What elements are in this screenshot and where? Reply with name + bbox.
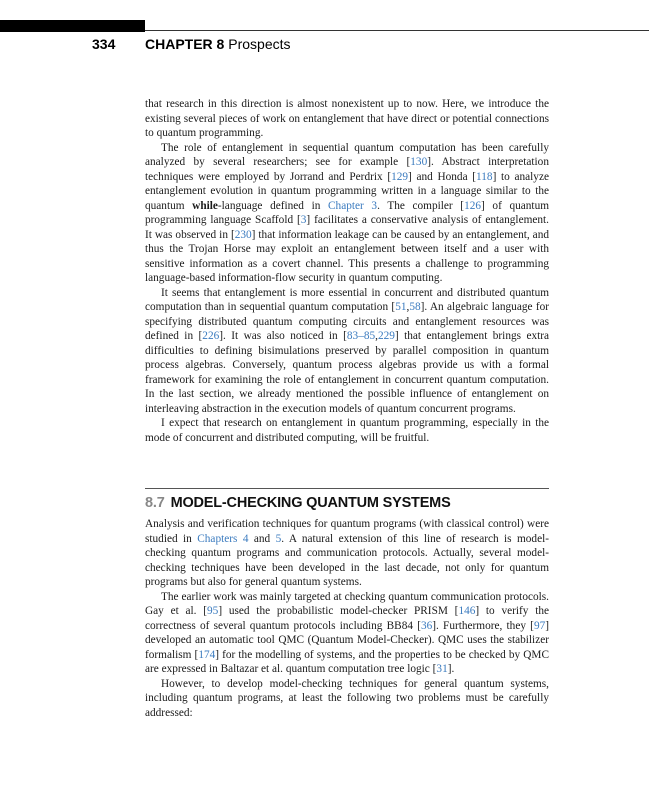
- citation-link[interactable]: 51: [395, 301, 407, 313]
- paragraph-concurrent-entanglement: It seems that entanglement is more essential in concurrent and distributed quantum computation than in sequential quantum computation [51,58]. An algebraic language for specifying distributed quantum computing circuits and entanglement resources was defined in [226]. It was also noticed in [83–85,229] that entanglement brings extra difficulties to defining bisimulations preserved by parallel composition in quantum process algebras. Conversely, quantum process algebras provide us with a formal framework for examining the role of entanglement in concurrent quantum computation. In the last section, we already mentioned the possible influence of entanglement on interleaving abstraction in the execution models of quantum concurrent programs.: [145, 286, 550, 415]
- section-title: MODEL-CHECKING QUANTUM SYSTEMS: [170, 495, 451, 511]
- citation-link[interactable]: 230: [234, 228, 252, 241]
- citation-link[interactable]: 174: [198, 648, 216, 661]
- citation-link[interactable]: 130: [410, 156, 428, 168]
- section-rule: [145, 488, 549, 489]
- body-text-section: [145, 517, 549, 720]
- paragraph-earlier-work: The earlier work was mainly targeted at checking quantum communication protocols. Gay et al. [95] used the probabilistic model-checker PRISM [146] to verify the correctness of several quantum protocols including BB84 [36]. Furthermore, they [97] developed an automatic tool QMC (Quantum Model-Checker). QMC uses the stabilizer formalism [174] for the modelling of systems, and the properties to be checked by QMC are expressed in Baltazar et al. quantum computation tree logic [31].: [145, 590, 550, 675]
- citation-link[interactable]: 146: [458, 605, 476, 617]
- header-black-bar: [0, 20, 145, 32]
- paragraph-two-problems: However, to develop model-checking techniques for general quantum systems, including quantum programs, at least the following two problems must be carefully addressed:: [145, 677, 549, 719]
- citation-link[interactable]: 36: [420, 619, 433, 632]
- header-rule: [145, 30, 649, 31]
- citation-link[interactable]: 229: [377, 330, 395, 342]
- running-header: [0, 36, 649, 54]
- while-keyword: while: [192, 199, 218, 212]
- chapter-label: CHAPTER 8: [145, 36, 225, 52]
- chapter-title: Prospects: [228, 36, 291, 52]
- section-number: 8.7: [145, 495, 165, 511]
- citation-link[interactable]: 58: [409, 301, 421, 313]
- citation-link[interactable]: 97: [533, 619, 546, 632]
- body-text-before-section: [145, 97, 549, 445]
- citation-link[interactable]: 118: [476, 170, 493, 183]
- chapter-link[interactable]: Chapters 4: [197, 532, 249, 545]
- paragraph-section-intro: Analysis and verification techniques for quantum programs (with classical control) were studied in Chapters 4 and 5. A natural extension of this line of research is model-checking quantum programs and communication protocols. Actually, several model-checking techniques have been developed in the last decade, not only for quantum programs but also for general quantum systems.: [145, 518, 549, 588]
- chapter-link[interactable]: 5: [275, 532, 282, 545]
- paragraph-expectation: I expect that research on entanglement in quantum programming, especially in the mode of concurrent and distributed computing, will be fruitful.: [145, 417, 549, 444]
- citation-link[interactable]: 95: [207, 605, 219, 617]
- citation-link[interactable]: 226: [202, 330, 220, 342]
- paragraph-continuation: that research in this direction is almost nonexistent up to now. Here, we introduce the existing several pieces of work on entanglement that have direct or potential connections to quantum programming.: [145, 98, 549, 139]
- citation-link[interactable]: 3: [300, 214, 307, 226]
- citation-link[interactable]: 83–85: [346, 330, 376, 342]
- chapter-link[interactable]: Chapter 3: [328, 199, 378, 212]
- paragraph-sequential-entanglement: The role of entanglement in sequential quantum computation has been carefully analyzed by several researchers; see for example [130]. Abstract interpretation techniques were employed by Jorrand and Perdrix [129] and Honda [118] to analyze entanglement evolution in quantum programming written in a language similar to the quantum while-language defined in Chapter 3. The compiler [126] of quantum programming language Scaffold [3] facilitates a conservative analysis of entanglement. It was observed in [230] that information leakage can be caused by an entanglement, and thus the Trojan Horse may exploit an entanglement between itself and a user with sensitive information as a covert channel. This presents a challenge to programming language-based information-flow security in quantum computing.: [145, 141, 550, 284]
- citation-link[interactable]: 126: [464, 199, 482, 212]
- citation-link[interactable]: 31: [436, 663, 448, 675]
- page-number: 334: [92, 36, 116, 52]
- chapter-heading: [145, 36, 291, 52]
- citation-link[interactable]: 129: [391, 170, 409, 183]
- section-heading: [145, 495, 549, 511]
